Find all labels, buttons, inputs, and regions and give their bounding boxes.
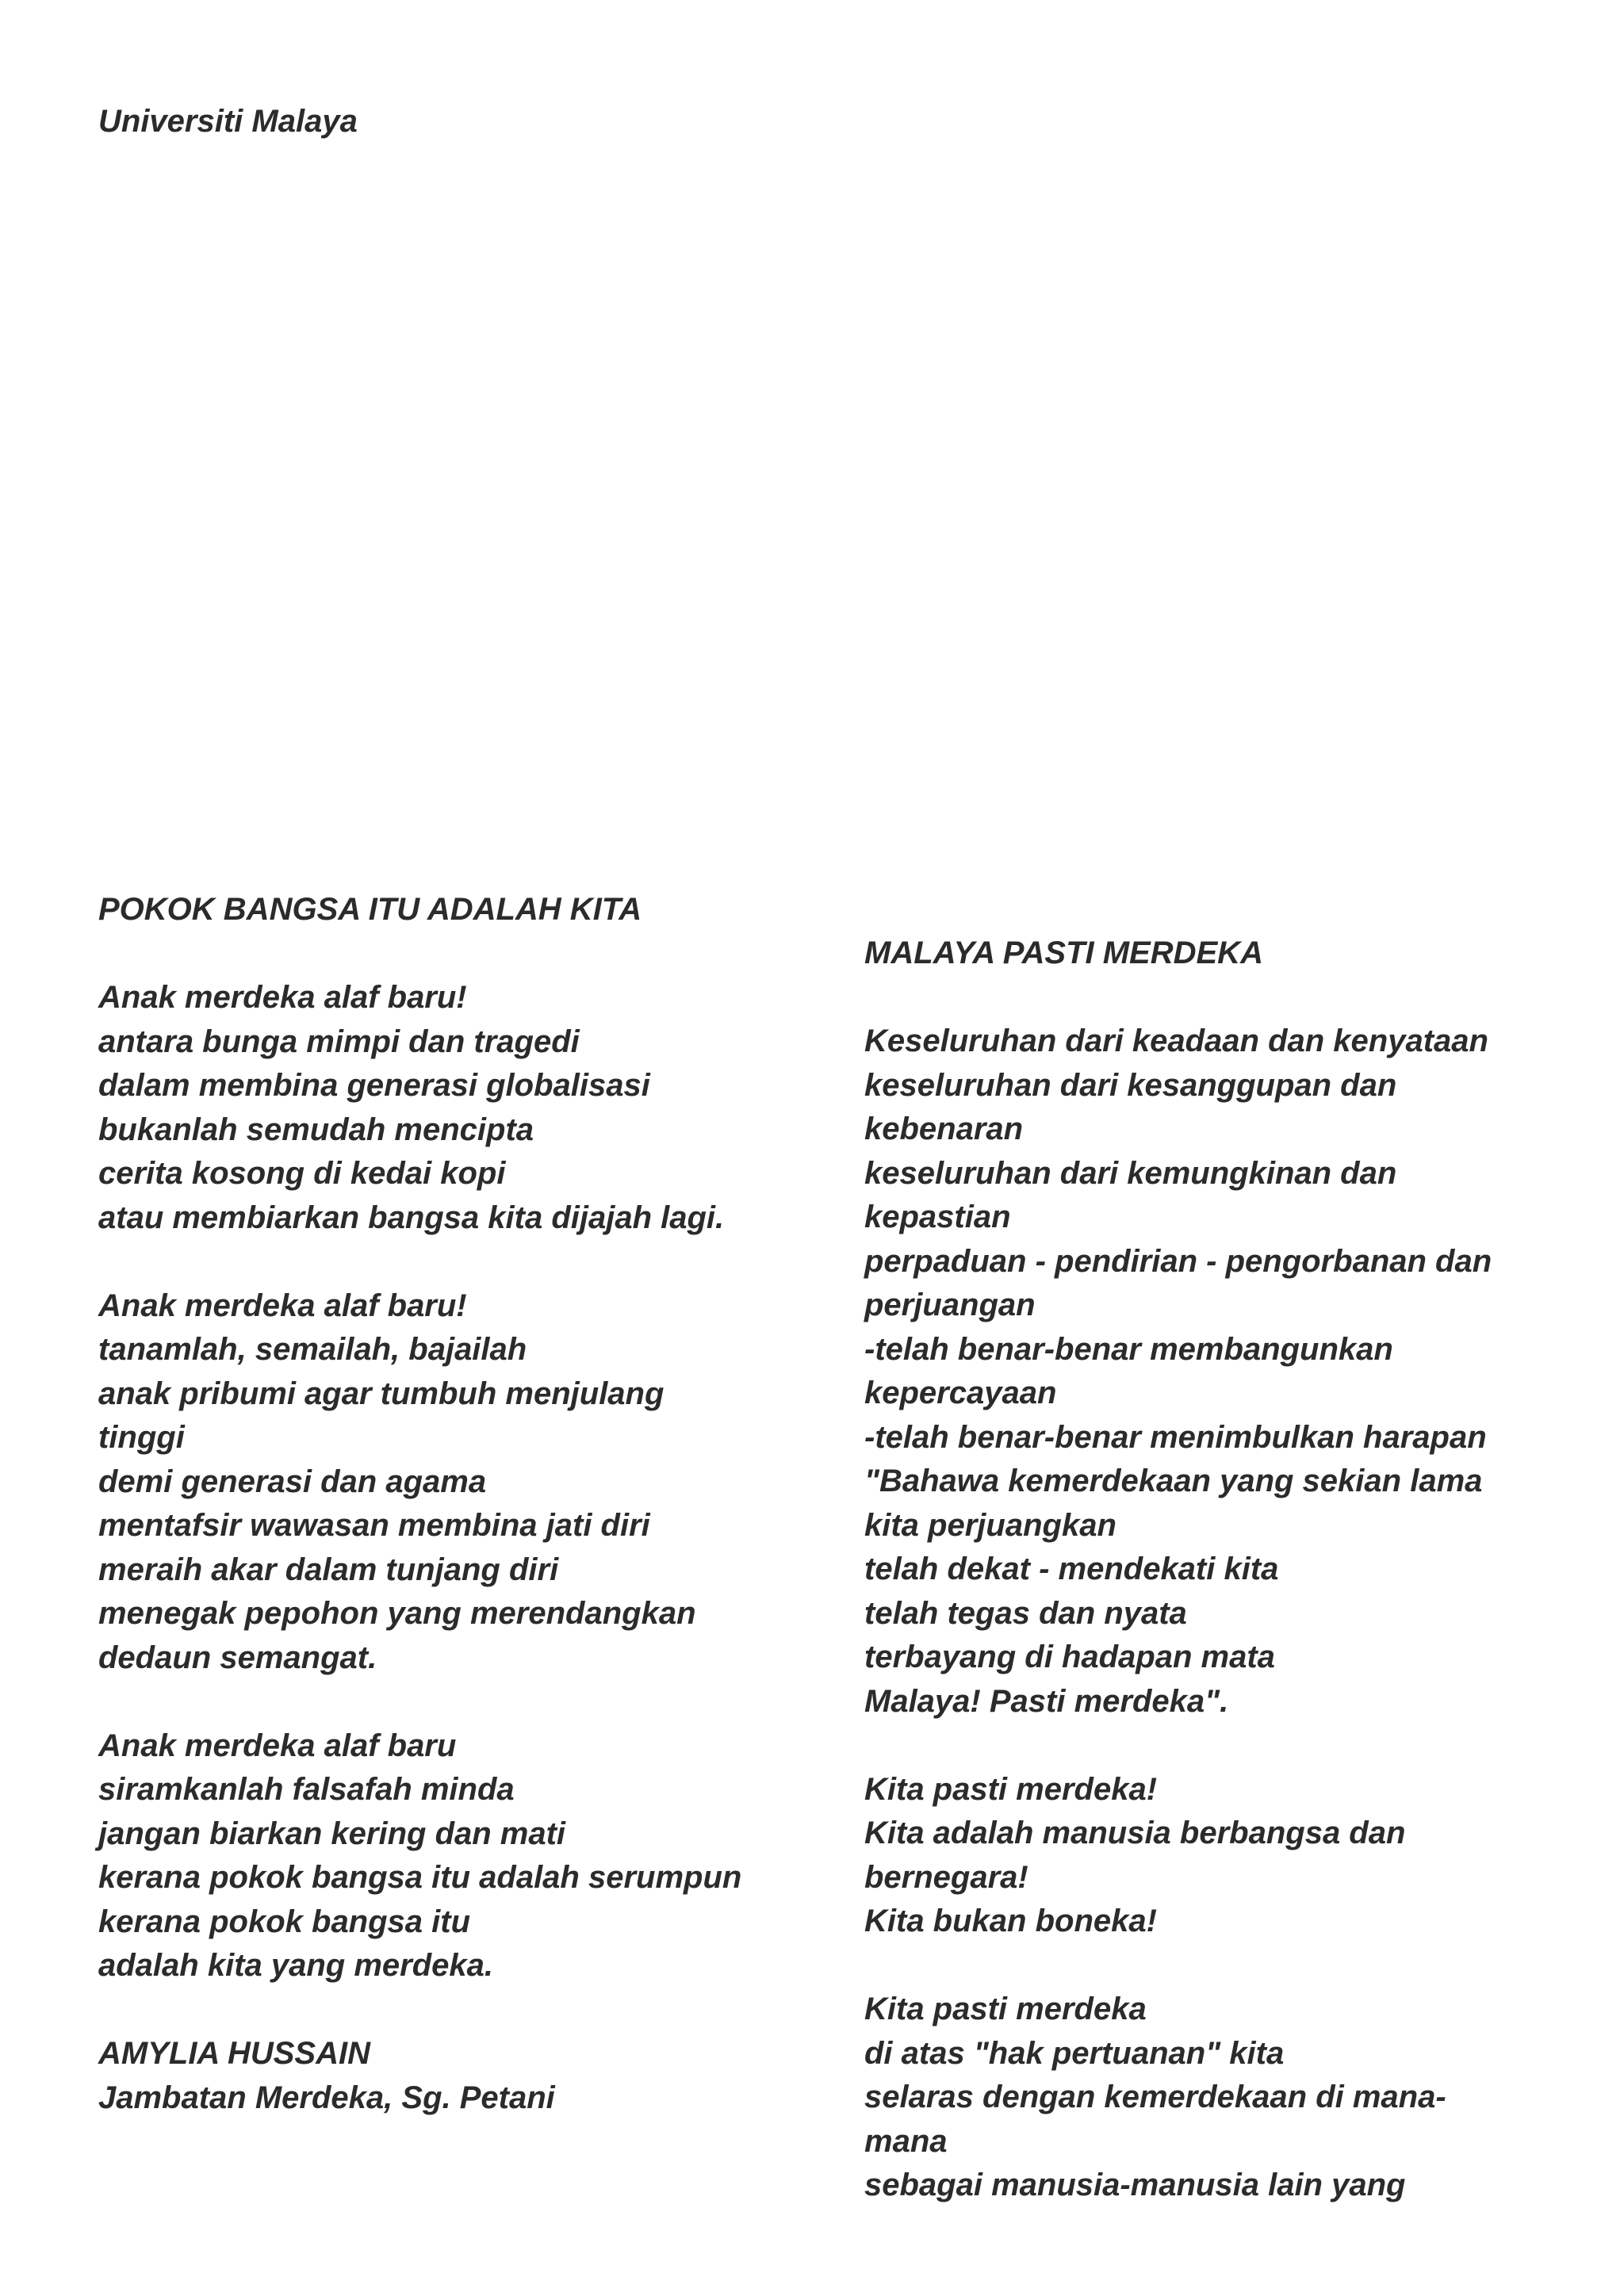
poem-line: kebenaran bbox=[864, 1112, 1024, 1146]
poem-line: keseluruhan dari kesanggupan dan bbox=[864, 1067, 1397, 1103]
poem-line: tanamlah, semailah, bajailah bbox=[98, 1332, 527, 1367]
poem-line: Kita pasti merdeka bbox=[864, 1992, 1147, 2026]
poem-line: dalam membina generasi globalisasi bbox=[98, 1068, 650, 1103]
poem-line: tinggi bbox=[98, 1420, 185, 1455]
poem-line: demi generasi dan agama bbox=[98, 1464, 487, 1499]
poem-line: "Bahawa kemerdekaan yang sekian lama bbox=[864, 1464, 1483, 1498]
poem-line: Anak merdeka alaf baru bbox=[98, 1728, 457, 1763]
poem-line: kita perjuangkan bbox=[864, 1507, 1116, 1543]
poem-line: cerita kosong di kedai kopi bbox=[98, 1156, 506, 1191]
poem-line: keseluruhan dari kemungkinan dan bbox=[864, 1155, 1397, 1191]
stanza bbox=[98, 976, 812, 1240]
author-name: AMYLIA HUSSAIN bbox=[98, 2036, 370, 2071]
stanza bbox=[864, 1988, 1578, 2208]
poem-line: mana bbox=[864, 2123, 948, 2159]
poem-left bbox=[98, 888, 812, 2120]
poem-line: -telah benar-benar membangunkan bbox=[864, 1331, 1393, 1367]
stanza bbox=[98, 1284, 812, 1681]
poem-line: atau membiarkan bangsa kita dijajah lagi. bbox=[98, 1200, 725, 1235]
poem-line: antara bunga mimpi dan tragedi bbox=[98, 1024, 580, 1059]
institution-header: Universiti Malaya bbox=[98, 104, 358, 139]
poem-line: dedaun semangat. bbox=[98, 1640, 377, 1675]
poem-line: kerana pokok bangsa itu bbox=[98, 1904, 471, 1939]
poem-line: bernegara! bbox=[864, 1859, 1028, 1895]
poem-author bbox=[98, 2032, 812, 2120]
poem-line: Keseluruhan dari keadaan dan kenyataan bbox=[864, 1024, 1488, 1058]
poem-line: Kita pasti merdeka! bbox=[864, 1771, 1158, 1807]
poem-line: siramkanlah falsafah minda bbox=[98, 1772, 515, 1807]
stanza bbox=[98, 1724, 812, 1988]
stanza bbox=[864, 1768, 1578, 1944]
poem-line: Anak merdeka alaf baru! bbox=[98, 980, 467, 1015]
poem-line: terbayang di hadapan mata bbox=[864, 1640, 1275, 1674]
poem-line: Malaya! Pasti merdeka". bbox=[864, 1683, 1229, 1719]
poem-line: adalah kita yang merdeka. bbox=[98, 1948, 494, 1983]
poem-line: Anak merdeka alaf baru! bbox=[98, 1288, 467, 1323]
poem-line: kepastian bbox=[864, 1200, 1011, 1234]
poem-line: bukanlah semudah mencipta bbox=[98, 1112, 534, 1147]
poem-line: anak pribumi agar tumbuh menjulang bbox=[98, 1376, 665, 1411]
poem-line: Kita adalah manusia berbangsa dan bbox=[864, 1816, 1406, 1850]
poem-right bbox=[864, 932, 1578, 2252]
stanza bbox=[864, 1020, 1578, 1724]
poem-line: perjuangan bbox=[864, 1288, 1036, 1322]
poem-line: perpaduan - pendirian - pengorbanan dan bbox=[864, 1243, 1492, 1279]
poem-title: MALAYA PASTI MERDEKA bbox=[864, 936, 1263, 970]
poem-line: meraih akar dalam tunjang diri bbox=[98, 1552, 559, 1587]
poem-line: jangan biarkan kering dan mati bbox=[98, 1816, 566, 1851]
poem-line: sebagai manusia-manusia lain yang bbox=[864, 2168, 1406, 2202]
poem-line: telah dekat - mendekati kita bbox=[864, 1552, 1279, 1586]
poem-body bbox=[864, 1020, 1578, 2208]
poem-line: selaras dengan kemerdekaan di mana- bbox=[864, 2080, 1446, 2114]
poem-line: menegak pepohon yang merendangkan bbox=[98, 1596, 696, 1631]
poem-body bbox=[98, 976, 812, 1988]
poem-line: di atas "hak pertuanan" kita bbox=[864, 2035, 1285, 2071]
poem-line: telah tegas dan nyata bbox=[864, 1595, 1187, 1631]
poem-line: -telah benar-benar menimbulkan harapan bbox=[864, 1419, 1487, 1455]
poem-line: mentafsir wawasan membina jati diri bbox=[98, 1508, 650, 1543]
poem-line: kepercayaan bbox=[864, 1376, 1057, 1410]
poem-title: POKOK BANGSA ITU ADALAH KITA bbox=[98, 892, 642, 927]
poem-line: Kita bukan boneka! bbox=[864, 1904, 1157, 1938]
poem-line: kerana pokok bangsa itu adalah serumpun bbox=[98, 1860, 742, 1895]
author-location: Jambatan Merdeka, Sg. Petani bbox=[98, 2080, 555, 2115]
